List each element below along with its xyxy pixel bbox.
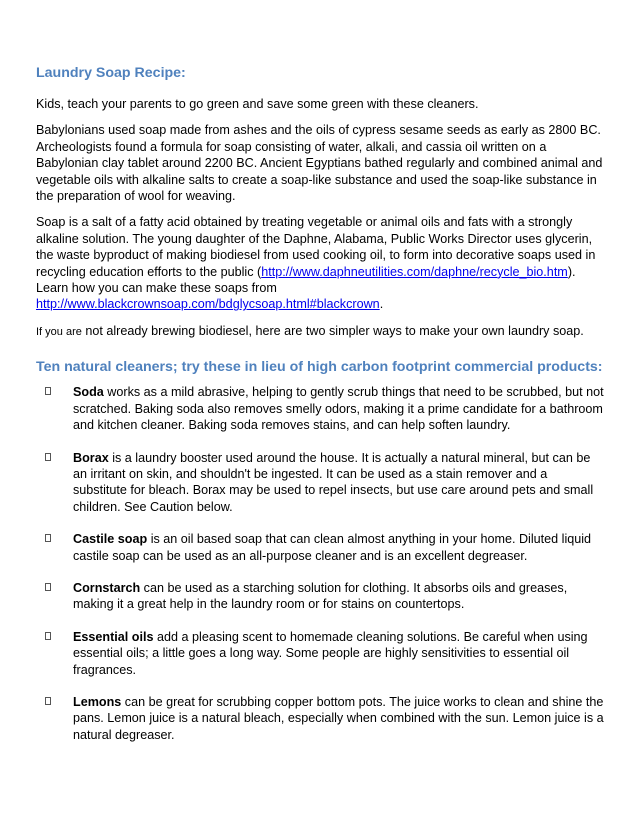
cleaner-term: Castile soap [73,532,148,547]
cleaner-description: can be great for scrubbing copper bottom pots. The juice works to clean and shine the pans. Lemon juice is a natural bleach, especially when combined with the sun. Lemon juice is a natural degreaser. [73,694,604,742]
list-item [39,531,604,564]
history-paragraph: Babylonians used soap made from ashes and the oils of cypress sesame seeds as early as 2800 BC. Archeologists found a formula for soap consisting of water, alkali, and cassia oil written on a Babylonian clay tablet around 2200 BC. Ancient Egyptians bathed regularly and combined animal and vegetable oils with alkaline salts to create a soap-like substance and used the soap-like substance in the preparation of wool for weaving. [36,123,603,204]
list-item [39,384,604,433]
daphne-utilities-link[interactable]: http://www.daphneutilities.com/daphne/recycle_bio.htm [261,264,568,279]
page-title: Laundry Soap Recipe: [36,65,186,81]
cleaner-term: Lemons [73,694,122,709]
biodiesel-text: not already brewing biodiesel, here are two simpler ways to make your own laundry soap. [81,323,584,338]
cleaner-term: Soda [73,385,104,400]
intro-paragraph: Kids, teach your parents to go green and save some green with these cleaners. [36,97,479,111]
cleaner-description: is an oil based soap that can clean almost anything in your home. Diluted liquid castile soap can be used as an all-purpose cleaner and is an excellent degreaser. [73,532,592,563]
cleaner-term: Essential oils [73,629,154,644]
bullet-icon [45,583,51,591]
cleaner-term: Cornstarch [73,580,141,595]
soap-text-1: Soap is a salt of a fatty acid obtained by treating vegetable or animal oils and fats with a strongly alkaline solution. The young daughter of the Daphne, Alabama, Public Works Director uses glycerin, the waste byproduct of making biodiesel from used cooking oil, to form into decorative soaps used in recycling education efforts to the public ( [36,215,596,279]
bullet-icon [45,387,51,395]
biodiesel-paragraph [36,323,604,340]
bullet-icon [45,453,51,461]
bullet-icon [45,697,51,705]
bullet-icon [45,632,51,640]
soap-text-2: ). Learn how you can make these soaps from [36,264,576,296]
cleaner-description: is a laundry booster used around the house. It is actually a natural mineral, but can be an irritant on skin, and shouldn't be ingested. It can be used as a stain remover and a substitute for bleach. Borax may be used to repel insects, but use care around pets and small children. See Caution below. [73,450,594,514]
list-item [39,629,604,678]
section-title: Ten natural cleaners; try these in lieu of high carbon footprint commercial products: [36,359,603,376]
bullet-icon [45,534,51,542]
cleaner-description: add a pleasing scent to homemade cleaning solutions. Be careful when using essential oils; a little goes a long way. Some people are highly sensitivities to essential oil fragrances. [73,629,588,677]
soap-paragraph [36,214,604,312]
list-item [39,694,604,743]
cleaner-description: can be used as a starching solution for clothing. It absorbs oils and greases, making it a great help in the laundry room or for stains on countertops. [73,580,568,612]
cleaner-description: works as a mild abrasive, helping to gently scrub things that need to be scrubbed, but not scratched. Baking soda also removes smelly odors, making it a prime candidate for a bathroom and kitchen cleaner. Baking soda removes stains, and can help soften laundry. [73,385,604,433]
list-item [39,450,604,516]
soap-text-3: . [379,297,384,312]
document-page [36,64,604,759]
list-item [39,580,604,613]
cleaners-list [36,384,604,743]
cleaner-term: Borax [73,450,109,465]
blackcrown-soap-link[interactable]: http://www.blackcrownsoap.com/bdglycsoap.html#blackcrown [36,297,380,312]
biodiesel-small-text: If you are [36,325,82,338]
